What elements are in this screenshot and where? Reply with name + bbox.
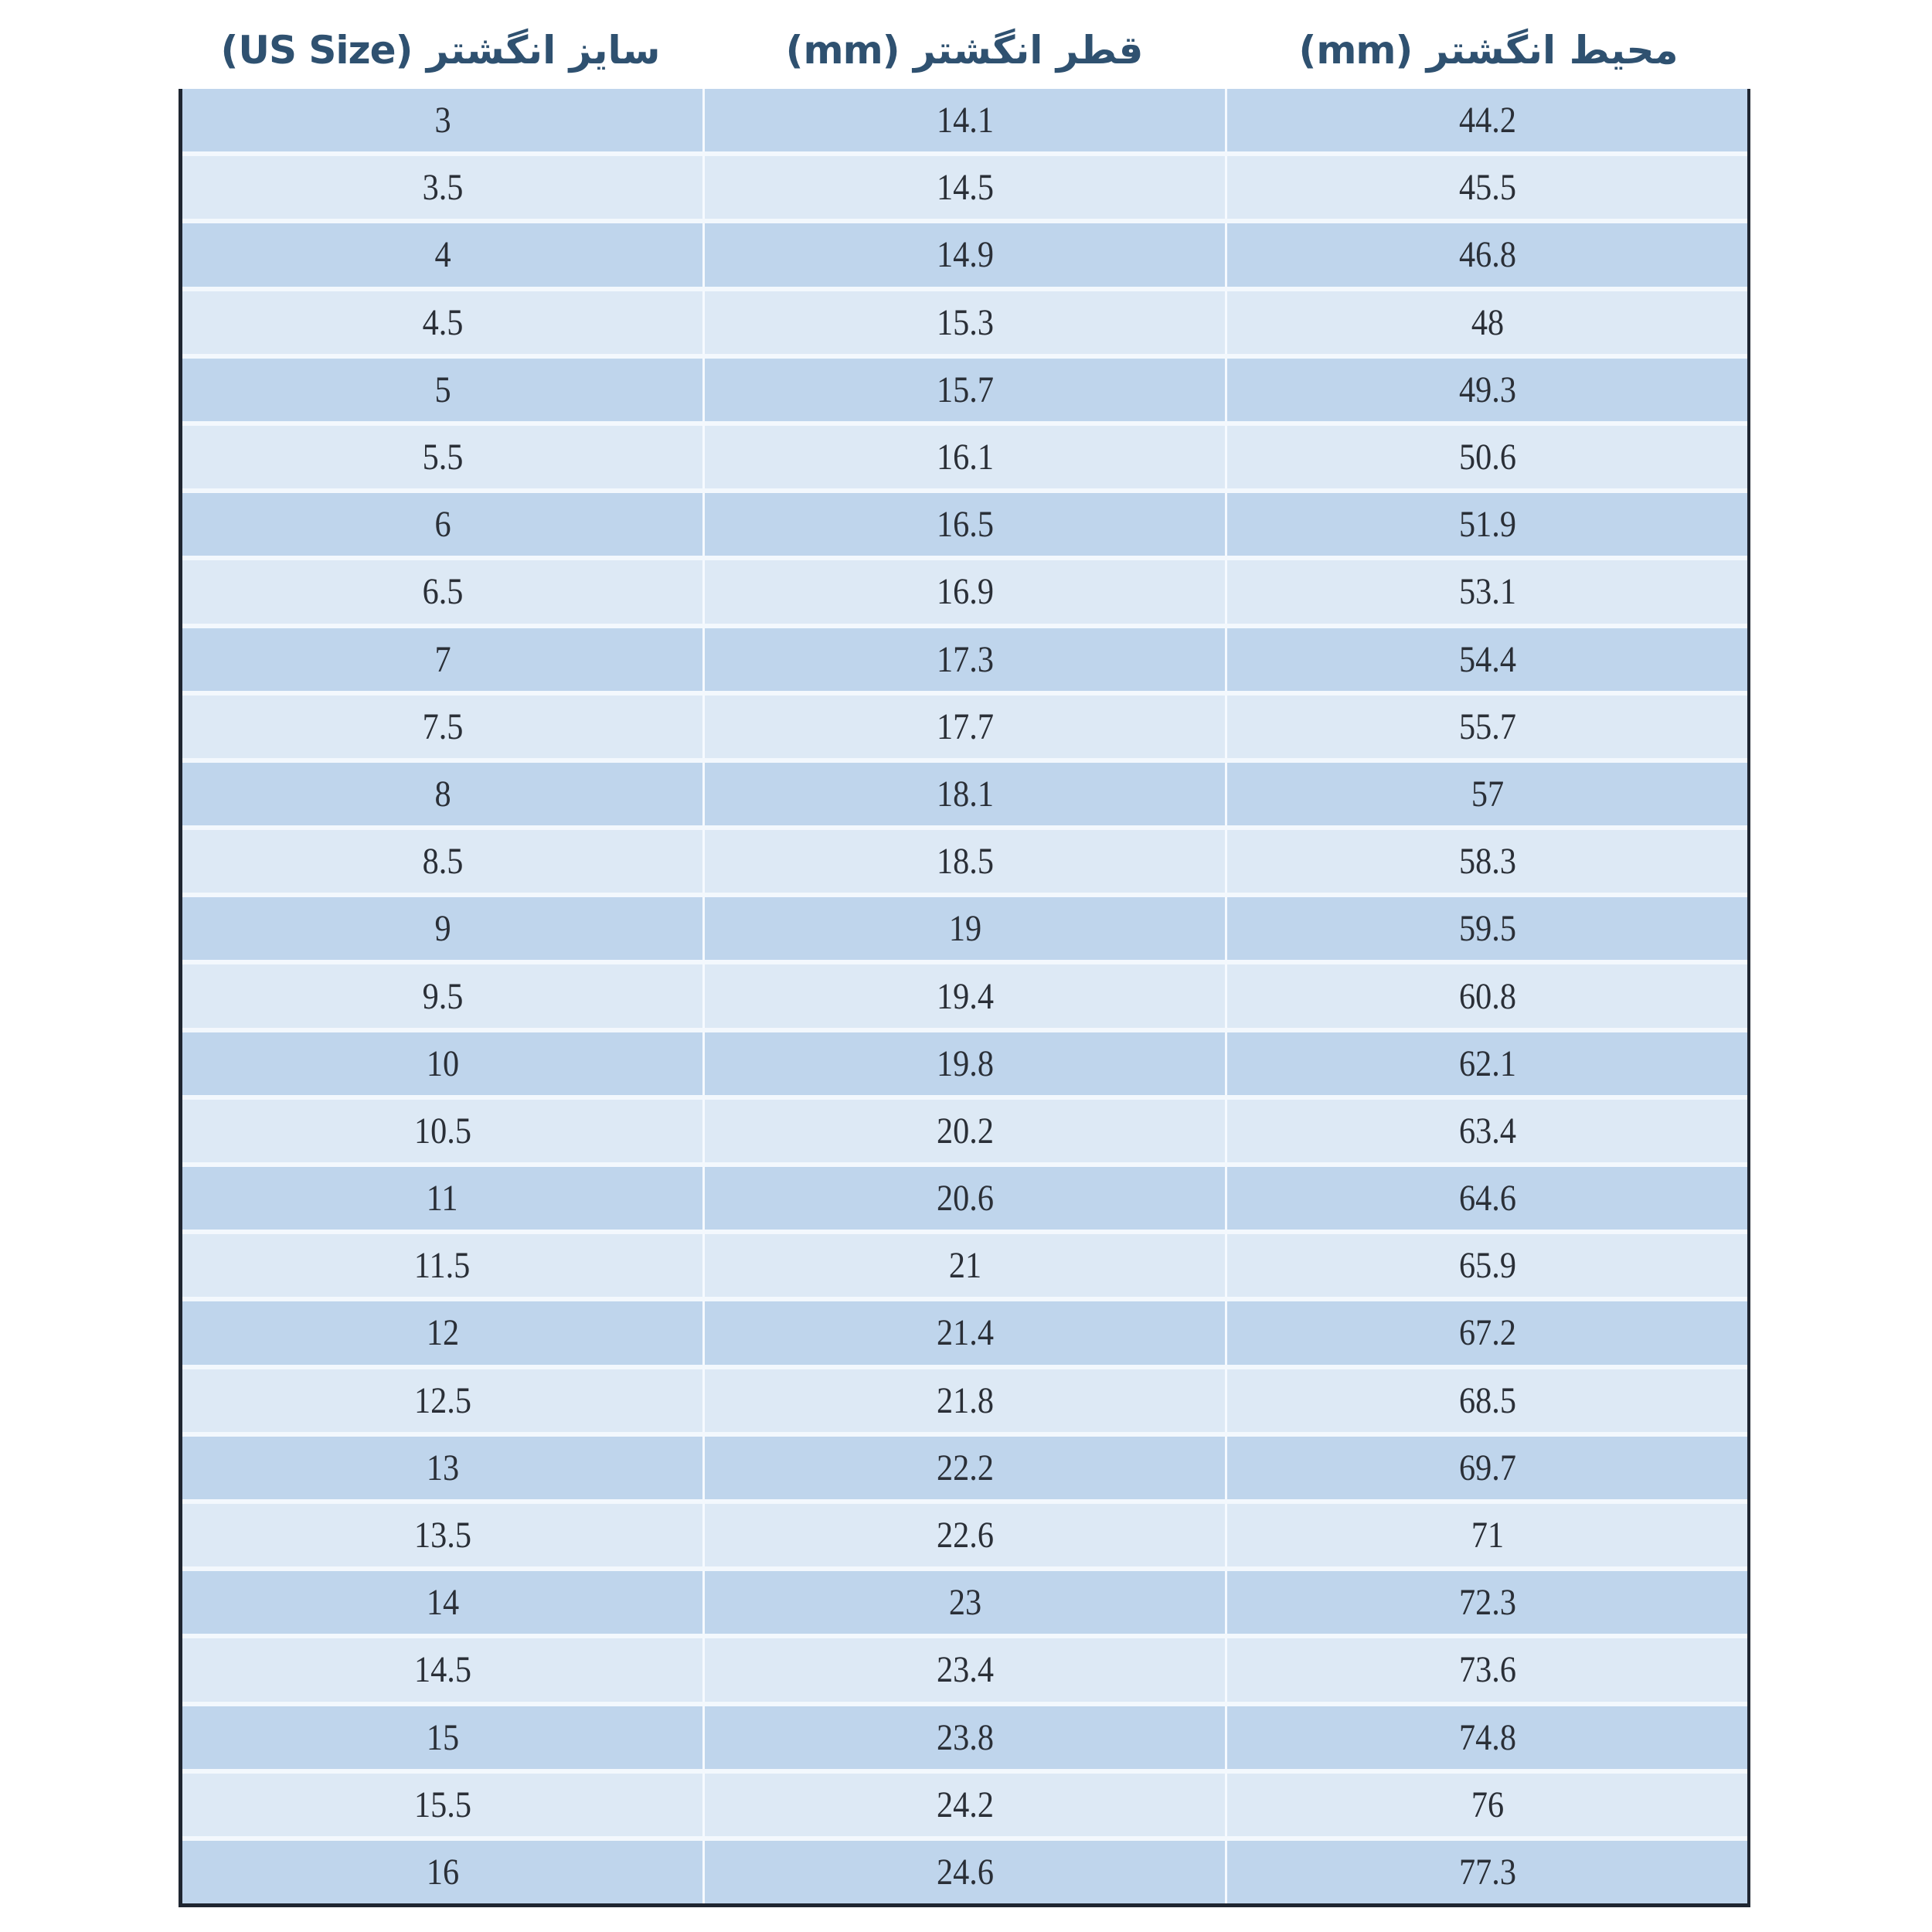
cell-value: 20.2 [936,1110,994,1151]
cell-diameter [705,291,1227,354]
cell-value: 6 [434,504,451,546]
cell-value: 18.1 [936,773,994,815]
cell-circumference [1227,89,1747,151]
table-row [182,1100,1747,1167]
cell-value: 15.3 [936,301,994,343]
table-row [182,156,1747,223]
cell-circumference [1227,1638,1747,1701]
cell-circumference [1227,763,1747,825]
header-diameter-label: قطر انگشتر (mm) [785,28,1144,73]
cell-diameter [705,1100,1227,1162]
cell-circumference [1227,628,1747,691]
cell-value: 14.5 [413,1649,471,1691]
cell-value: 65.9 [1458,1245,1516,1287]
cell-us-size [182,1437,705,1499]
cell-value: 19 [948,908,981,950]
table-row [182,1032,1747,1100]
cell-diameter [705,1841,1227,1903]
cell-circumference [1227,1774,1747,1836]
cell-us-size [182,830,705,893]
header-circumference-label: محیط انگشتر (mm) [1298,28,1679,73]
cell-us-size [182,1571,705,1634]
cell-us-size [182,1841,705,1903]
table-row [182,1234,1747,1301]
cell-value: 16 [426,1851,459,1893]
cell-diameter [705,696,1227,758]
cell-value: 19.8 [936,1043,994,1084]
cell-value: 69.7 [1458,1447,1516,1488]
cell-circumference [1227,359,1747,421]
cell-us-size [182,156,705,219]
cell-value: 9 [434,908,451,950]
cell-us-size [182,1032,705,1095]
cell-value: 14.5 [936,167,994,209]
cell-circumference [1227,1504,1747,1566]
cell-value: 22.6 [936,1515,994,1556]
cell-circumference [1227,897,1747,960]
cell-value: 14.9 [936,234,994,276]
cell-diameter [705,1638,1227,1701]
table-row [182,89,1747,156]
table-row [182,223,1747,291]
cell-diameter [705,1571,1227,1634]
cell-us-size [182,1369,705,1432]
cell-value: 44.2 [1458,100,1516,141]
cell-value: 60.8 [1458,975,1516,1017]
cell-circumference [1227,1234,1747,1297]
table-row [182,1369,1747,1437]
cell-value: 17.7 [936,706,994,747]
cell-diameter [705,1369,1227,1432]
cell-value: 50.6 [1458,437,1516,478]
cell-value: 16.5 [936,504,994,546]
table-row [182,1706,1747,1774]
cell-us-size [182,89,705,151]
cell-diameter [705,1167,1227,1230]
cell-us-size [182,1638,705,1701]
cell-value: 49.3 [1458,369,1516,410]
table-row [182,1301,1747,1369]
cell-us-size [182,493,705,556]
table-row [182,493,1747,560]
cell-value: 21.8 [936,1379,994,1421]
cell-value: 15 [426,1716,459,1758]
cell-value: 14.1 [936,100,994,141]
cell-value: 12.5 [413,1379,471,1421]
cell-value: 14 [426,1582,459,1624]
cell-value: 3.5 [422,167,463,209]
cell-diameter [705,897,1227,960]
cell-circumference [1227,426,1747,488]
cell-value: 11.5 [414,1245,471,1287]
cell-circumference [1227,1841,1747,1903]
cell-value: 8 [434,773,451,815]
cell-circumference [1227,1100,1747,1162]
cell-value: 72.3 [1458,1582,1516,1624]
cell-value: 17.3 [936,638,994,680]
table-row [182,830,1747,897]
cell-value: 9.5 [422,975,463,1017]
header-circumference [1226,15,1750,85]
cell-us-size [182,628,705,691]
cell-value: 24.2 [936,1784,994,1825]
cell-value: 15.7 [936,369,994,410]
table-row [182,964,1747,1032]
cell-us-size [182,1100,705,1162]
cell-value: 53.1 [1458,571,1516,613]
cell-us-size [182,359,705,421]
cell-value: 20.6 [936,1178,994,1219]
cell-value: 23.8 [936,1716,994,1758]
cell-circumference [1227,1571,1747,1634]
table-row [182,560,1747,628]
cell-us-size [182,1301,705,1364]
cell-value: 11 [427,1178,458,1219]
cell-value: 73.6 [1458,1649,1516,1691]
table-row [182,1504,1747,1571]
table-row [182,426,1747,493]
cell-value: 6.5 [422,571,463,613]
cell-value: 74.8 [1458,1716,1516,1758]
cell-value: 23.4 [936,1649,994,1691]
table-row [182,628,1747,696]
cell-value: 45.5 [1458,167,1516,209]
cell-value: 4.5 [422,301,463,343]
header-us-size [179,15,702,85]
cell-value: 3 [434,100,451,141]
cell-diameter [705,89,1227,151]
cell-diameter [705,1234,1227,1297]
cell-us-size [182,1234,705,1297]
table-row [182,1437,1747,1504]
table-row [182,696,1747,763]
cell-value: 57 [1471,773,1504,815]
cell-diameter [705,1437,1227,1499]
table-header [179,15,1750,85]
cell-diameter [705,493,1227,556]
cell-value: 71 [1471,1515,1504,1556]
header-us-size-label: سایز انگشتر (US Size) [220,28,661,73]
cell-value: 4 [434,234,451,276]
table-row [182,1774,1747,1841]
cell-circumference [1227,830,1747,893]
cell-value: 24.6 [936,1851,994,1893]
cell-value: 55.7 [1458,706,1516,747]
cell-circumference [1227,1032,1747,1095]
cell-value: 77.3 [1458,1851,1516,1893]
cell-us-size [182,223,705,286]
cell-circumference [1227,560,1747,623]
cell-circumference [1227,1301,1747,1364]
cell-value: 16.1 [936,437,994,478]
cell-value: 5 [434,369,451,410]
table-row [182,897,1747,964]
cell-value: 23 [948,1582,981,1624]
cell-value: 67.2 [1458,1312,1516,1354]
cell-value: 63.4 [1458,1110,1516,1151]
cell-value: 54.4 [1458,638,1516,680]
cell-value: 18.5 [936,841,994,883]
cell-value: 5.5 [422,437,463,478]
cell-value: 62.1 [1458,1043,1516,1084]
cell-value: 48 [1471,301,1504,343]
cell-circumference [1227,156,1747,219]
cell-us-size [182,763,705,825]
cell-circumference [1227,1167,1747,1230]
cell-diameter [705,964,1227,1027]
cell-value: 21 [948,1245,981,1287]
cell-diameter [705,1774,1227,1836]
cell-us-size [182,426,705,488]
cell-value: 51.9 [1458,504,1516,546]
table-row [182,1571,1747,1638]
ring-size-table [179,89,1750,1907]
cell-circumference [1227,1369,1747,1432]
table-row [182,1841,1747,1903]
cell-us-size [182,696,705,758]
cell-value: 64.6 [1458,1178,1516,1219]
cell-diameter [705,156,1227,219]
cell-diameter [705,1706,1227,1769]
cell-diameter [705,359,1227,421]
table-row [182,763,1747,830]
cell-value: 15.5 [413,1784,471,1825]
cell-value: 12 [426,1312,459,1354]
cell-diameter [705,426,1227,488]
cell-us-size [182,897,705,960]
cell-value: 76 [1471,1784,1504,1825]
cell-circumference [1227,696,1747,758]
cell-us-size [182,1706,705,1769]
cell-diameter [705,1504,1227,1566]
cell-circumference [1227,493,1747,556]
table-row [182,1638,1747,1706]
cell-circumference [1227,223,1747,286]
cell-value: 19.4 [936,975,994,1017]
cell-value: 16.9 [936,571,994,613]
cell-us-size [182,1504,705,1566]
cell-circumference [1227,1437,1747,1499]
header-diameter [702,15,1226,85]
cell-value: 59.5 [1458,908,1516,950]
table-row [182,1167,1747,1234]
cell-diameter [705,560,1227,623]
cell-diameter [705,223,1227,286]
cell-circumference [1227,964,1747,1027]
cell-value: 68.5 [1458,1379,1516,1421]
cell-value: 58.3 [1458,841,1516,883]
cell-diameter [705,830,1227,893]
cell-value: 46.8 [1458,234,1516,276]
cell-us-size [182,291,705,354]
cell-value: 8.5 [422,841,463,883]
cell-us-size [182,964,705,1027]
cell-us-size [182,560,705,623]
cell-value: 7.5 [422,706,463,747]
cell-us-size [182,1167,705,1230]
table-row [182,291,1747,359]
cell-circumference [1227,291,1747,354]
cell-us-size [182,1774,705,1836]
cell-diameter [705,628,1227,691]
cell-value: 7 [434,638,451,680]
cell-value: 10 [426,1043,459,1084]
cell-value: 13 [426,1447,459,1488]
cell-value: 13.5 [413,1515,471,1556]
cell-diameter [705,1032,1227,1095]
cell-value: 21.4 [936,1312,994,1354]
cell-diameter [705,1301,1227,1364]
table-row [182,359,1747,426]
cell-value: 22.2 [936,1447,994,1488]
cell-value: 10.5 [413,1110,471,1151]
cell-circumference [1227,1706,1747,1769]
cell-diameter [705,763,1227,825]
